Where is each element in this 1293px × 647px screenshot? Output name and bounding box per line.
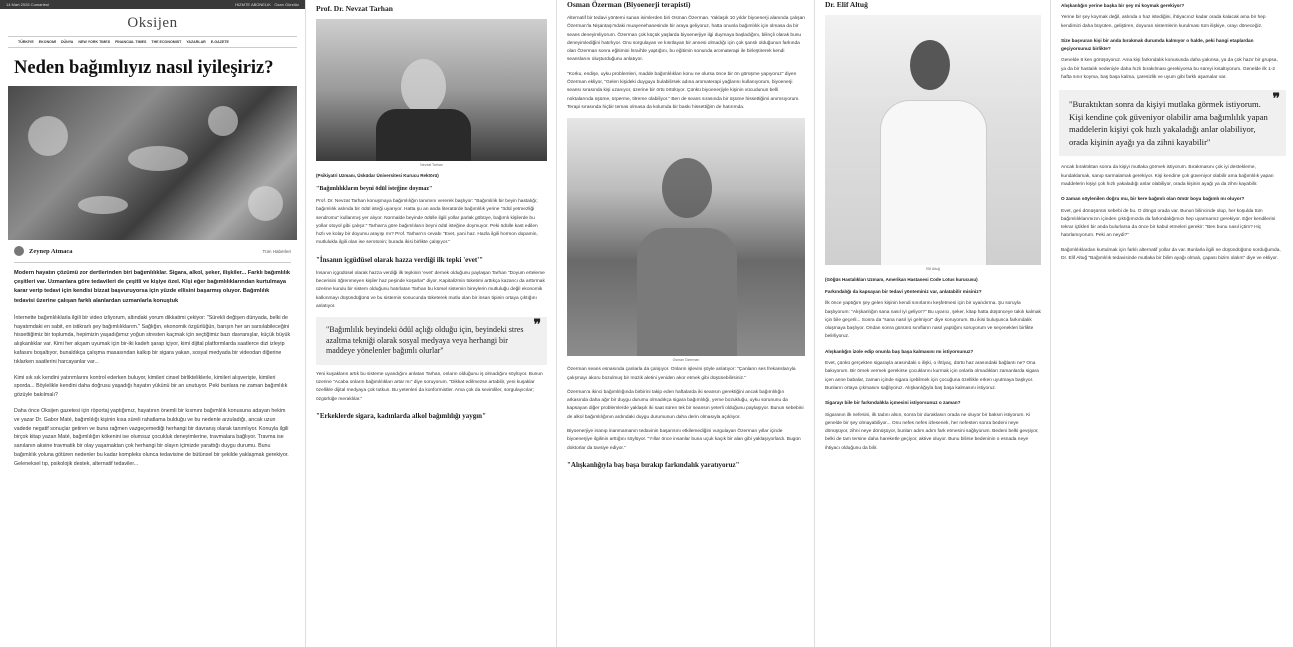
author-line: [14, 246, 291, 256]
interview-answer: Genelde 8 ken görüşüyoruz. Ama kişi farkındalık konusunda daha yakınsa, ya da çok hazır bir grupsa, ya da bir hastalık nedeniyle daha hızlı bırakılması gerekiyorsa bu süreyi kısaltıyorum. Genelde ilk 1-2 hafta sınır koyma, baş başa kalma, çaresizlik ve uyum gibi farklı aşamalar var.: [1061, 58, 1278, 81]
nav-item[interactable]: NEW YORK TIMES: [78, 40, 111, 44]
paragraph: Kimi sık sık kendini yatırımlarını kontrol ederken buluyor, kimileri cinsel birlikteliklerle, kimileri alışverişte, kimileri sporda... Böylelikle kendini daha doğrusu yaşadığı hayatın yükünü bir an unutuyor. Peki bunlara ne zaman bağımlılık gözüyle bakılmalı?: [14, 374, 288, 399]
article-headline: Neden bağımlıyız nasıl iyileşiriz?: [14, 58, 274, 78]
interview-question: Alışkanlığın izole edip onunla baş başa kalmasını mı istiyorsunuz?: [825, 348, 974, 354]
expert-role: (Psikiyatri Uzmanı, Üsküdar Üniversitesi Kurucu Rektörü): [316, 173, 439, 178]
pull-quote-text: "Buraktıktan sonra da kişiyi mutlaka görmek istiyorum. Kişi kendine çok güveniyor olabilir ama bağımlılık yapan maddelerin kişiyi çok hızlı yakaladığı anlar olabiliyor, orada kişinin ayağı ya da zihni kayabilir": [1069, 99, 1268, 147]
article-column-3: [556, 0, 815, 647]
paragraph: "Korku, endişe, uyku problemleri, madde bağımlılıkları konu ne olursa önce bir ön görüşme yapıyoruz" diyen Özerman ekliyor, "Gelen kişideki duyguyu bulabilirsek adına aromaterapi yağlarını kullanıyorum, biyoenerji seansı sırasında kişi uzanıyor, üzerine bir örtü örtülüyor. Çünkü biyoenerjiyle kişinin vücudunun belli noktalarında üşüme, ürperme, titreme olabiliyor." Ben de seans sırasında bir üşüme hissettiğimi anımsıyorum. Terapi sırasında hiçbir temas olmasa da kolumda bir baskı hissettiğim de hatırımda.: [567, 71, 800, 110]
nav-item[interactable]: DÜNYA: [60, 40, 74, 44]
user-menu[interactable]: Ozan Gündüz: [274, 2, 299, 7]
author-avatar: [14, 246, 24, 256]
pull-quote-text: "Bağımlılık beyindeki ödül açlığı olduğu için, beyindeki stres azaltma tekniği olarak sosyal medyaya veya herhangi bir maddeye yönelenler bağımlı olurlar": [326, 325, 524, 356]
interview-answer: Yerine bir şey koymak değil, aslında o haz istediğini, ihtiyacınız kadar orada kalacak ama bir hep kendimizi daha büyüten, geliştiren, doyuran sistemlerin kurulması tüm ilişkiye, orayı döneceğiz.: [1061, 15, 1266, 29]
article-column-2: [305, 0, 557, 647]
photo-caption: Elif Altuğ: [926, 267, 940, 271]
quote-icon: ❞: [533, 318, 541, 334]
nav-item[interactable]: TÜRKİYE: [18, 40, 34, 44]
nav-item[interactable]: THE ECONOMIST: [151, 40, 182, 44]
interview-answer: Ancak bıraktıktan sonra da kişiyi mutlaka görmek istiyorum. Bırakmasını çok iyi destekleme, kundaklamak, sanıp sarmalamak gerekiyor. Kişi kendine çok güveniyor olabilir ama bağımlılık yapan maddelerin kişiyi çok hızlı yakaladığı anlar olabiliyor, orada kişinin ayağı ya da zihni kayabilir.: [1061, 165, 1274, 187]
interview-question: Sigarayı bile bir farkındalıkla içmesini istiyorsunuz o zaman?: [825, 400, 961, 406]
paragraph: Daha önce Oksijen gazetesi için röportaj yaptığımız, hayatının önemli bir kısmını bağımlılık konusuna adayan hekim ve yazar Dr. Gabor Maté, bağımlılığı kişinin kısa süreli rahatlama bulduğu ve bu nedenle arzuladığı, ancak uzun vadede negatif sonuçlar getiren ve buna rağmen vazgeçemediği herhangi bir davranış olarak tanımlıyor. Konuyla ilgili birçok kitap yazan Maté, bağımlılığın kökenini ise olumsuz çocukluk deneyimlerine, travmalara bağlıyor. Travma ise sanılanın aksine travmatik bir olay yaşamaktan çok herhangi bir olayın içimizde yarattığı duygu durumu. Bunu bağımlılık yoluna götüren nedenler bu kadar kompleks olunca tedavisine de bütünsel bir şekilde yaklaşmak gerekiyor. Geleneksel tıp, psikolojik destek, alternatif tedaviler...: [14, 407, 289, 467]
expert-name: Dr. Elif Altuğ: [825, 0, 868, 9]
subheading: "Alışkanlığıyla baş başa bırakıp farkındalık yaratıyoruz": [567, 460, 740, 469]
photo-caption: Osman Özerman: [672, 358, 700, 363]
interview-question: O zaman söylenilen doğru mu, bir kere bağımlı olan ömür boyu bağımlı mı oluyor?: [1061, 196, 1245, 202]
subheading: "Bağımlılıkların beyni ödül isteğine doymaz": [316, 186, 433, 192]
article-column-5: [1050, 0, 1293, 647]
nav-item[interactable]: YAZARLAR: [186, 40, 206, 44]
nav-item[interactable]: E-GAZETE: [210, 40, 229, 44]
interview-question: Farkındalığı da kapsayan bir tedavi yönteminiz var, anlatabilir misiniz?: [825, 289, 982, 294]
article-lead: Modern hayatın çözümü zor dertlerinden biri bağımlılıklar. Sigara, alkol, şeker, ilişkiler... Farklı bağımlılık çeşitleri var. Uzmanlara göre tedavileri de çeşitli ve kişiye özel. Kişi eğer bağımlılıklarından kurtulmaya karar verip tedavi için kendisi bizzat başvuruyorsa için yüzde ellisini başarmış oluyor. Bağımlılık tedavisi üzerine çalışan farklı alanlardan uzmanlarla konuştuk: [14, 270, 291, 304]
interview-answer: Sigaranın ilk nefesini, ilk tadını alsın, sonra bir duraklasın orada ne oluyor bir baksın istiyorum. Ki genelde bir şey olmayabiliyor... Onu nefes nefes izlesenek, her nefesten sonra bedeni neye dönüşüyor, zihni neye dönüşüyor, bunları adım adım fark etmesini sağlıyorum. Bedeni belki gevşiyor, belki de tam tersine daha hareketle geçiyor, aktive oluyor. Bunu bilirse bedeninin o esnada neye ihtiyacı olduğunu da bilir.: [825, 412, 1039, 451]
interview-question: Alışkanlığın yerine başka bir şey mi koymak gerekiyor?: [1061, 3, 1185, 8]
expert-photo-altug: [825, 15, 1041, 265]
article-column-1: [0, 0, 305, 647]
subheading: "İnsanın içgüdüsel olarak hazza verdiği ilk tepki 'evet'": [316, 255, 484, 264]
expert-name: Prof. Dr. Nevzat Tarhan: [316, 4, 393, 13]
nav-item[interactable]: FINANCIAL TIMES: [115, 40, 147, 44]
interview-answer: İlk önce yaptığım şey gelen kişinin kendi sınırlarını keşfetmesi için bir uyandırma. Şu soruyla başlıyorum: "Alışkanlığın sana nasıl iyi geliyor?" Bu uyarıcı, şeker, kitap hatta düşünceye takılı kalmak için bile geçerli... Sonra da "sana nasıl iyi gelmiyor" diye soruyorum. Bu ikisi buluşunca farkındalık oluşmaya başlıyor. Ondan sonra gününü sınıfların nasıl yaptığını soruyorum ve seçenekleri birlikte belirliyoruz.: [825, 301, 1041, 340]
hero-image-addiction-objects: [8, 86, 297, 240]
article-column-4: [814, 0, 1051, 647]
interview-answer: Evet, geri dönüşünün sebebi de bu. O döngü orada var. Bunun bilincinde olup, her koşulda tüm bağımlılıklarımızın içinden çıktığımızda da farkındalığımızı hep uyarmamız gerekiyor. Eğer kendilerini tekrar içtikleri bir anda bulurlarsa da önce bir kabul etmeleri gerekir: "Ben bunu nasıl içtim? Hiç hatırlamıyorum. Peki an neydi?": [1061, 208, 1276, 239]
main-nav: [8, 36, 297, 48]
expert-photo-ozerman: [567, 118, 805, 356]
author-name[interactable]: Zeynep Atmaca: [29, 247, 73, 255]
expert-role: (Göğüs Hastalıkları Uzmanı, Amerikan Hastanesi Code Lotus kurucusu): [825, 277, 978, 282]
paragraph: Özerman'a ikinci bağımlılığında birbirini takip eden haftalarda iki seansın gerektiğini ancak bağımlılığın arkasında daha ağır bir duygu durumu olmadıkça sigara bağımlılığı, yeme bozukluğu, uyku sorununu da kapsayan diğer problemlerde yaklaşık iki saat süren tek bir seansın yeterli olduğunu paylaşıyor. Bunun sebebini de alkol bağımlılığının ardındaki duygu durumunun daha derin olmasıyla açıklıyor.: [567, 389, 804, 420]
pull-quote: [1059, 90, 1286, 156]
article-body: [14, 314, 291, 469]
quote-icon: ❞: [1272, 92, 1280, 108]
paragraph: Özerman seans esnasında çanlarla da çalışıyor. Onların işlevini şöyle anlatıyor: "Çanların ses frekanslarıyla çalışmayı akoru bozulmuş bir müzik aletini yeniden akor etmek gibi düşünebilirsiniz.": [567, 367, 796, 381]
date-text: 14 Mart 2026 Cumartesi: [6, 2, 49, 7]
paragraph: İnsanın içgüdüsel olarak hazza verdiği ilk tepkinin 'evet' demek olduğunu paylaşan Tarhan "Doyum erteleme becerisini öğrenmeyen kişiler haz peşinde koşarlar" diyor. Kapitalizmin tüketimi arttıkça kazancı da arttırmak üzerine kurulu bir sistem olduğunu hatırlatan Tarhan bu kürsel sistemin bireylerin mutluluğu değil ekonomik kalkınmayı düşündüğünü ve bu sistemin sonucunda tüketerek mutlu olan bir insan tipinin ortaya çıktığını anlatıyor.: [316, 270, 545, 309]
interview-answer: Evet, çünkü gerçekten sigarayla arasındaki o ilişki, o ihtiyaç, dürtü haz arasındaki bağlantı ne? Ona bakıyorum. Bir örnek vermek gerekirse çocuklarını kurmak için onlarla olmadıkları zamanlarda sigara içen anne babalar, zaman içinde sigara içebilmek için çocuğuna özellikle erken uyutmaya başlıyor. Bunların ortaya çıkmasını sağlıyoruz. Alışkanlığıyla baş başa kalmasını istiyoruz.: [825, 361, 1039, 391]
top-bar: [0, 0, 305, 9]
paragraph: Alternatif bir tedavi yöntemi sunan isimlerden biri Osman Özerman. Yaklaşık 10 yıldır biyoenerji alanında çalışan Özerman'la Nişantaşı'ndaki muayenehanesinde bir araya geliyoruz, hatta onunla bağımlılık için olmasa da bir seans deneyimliyorum. Özerman çok küçük yaşlarda biyoenerjiye ilgi duymaya başladığını, bilinçli olarak bunu deneyimlediğini hatırlıyor. Onu sorgulayan ve kısıtlayan bir annesi olmadığı için çok şanslı olduğunun farkında olan Özerman sonra eğitimini İsrail'de yaptığını, bu eğitimin sonunda aromaterapi ile birleştirerek kendi seanslarını oluşturduğunu anlatıyor.: [567, 16, 805, 63]
subheading: "Erkeklerde sigara, kadınlarda alkol bağımlılığı yaygın": [316, 411, 486, 420]
subscribe-link[interactable]: HIZMTE ABONELIK: [235, 2, 271, 7]
divider: [14, 262, 291, 263]
pull-quote: [316, 317, 547, 365]
all-news-link[interactable]: Tüm Haberleri: [262, 248, 291, 254]
photo-caption: Nevzat Tarhan: [420, 163, 443, 167]
paragraph: Bağımlılıklardan kurtulmak için farklı alternatif yollar da var. Bunlarla ilgili ne düşündüğünü sorduğumda, Dr. Elif Altuğ "Bağımlılık tedavisinde mutlaka bir bilim ayağı olmalı, çapası bizim olalım" diye ve ekliyor.: [1061, 247, 1281, 262]
expert-photo-tarhan: [316, 19, 547, 161]
paragraph: Yeni kuşakların artık bu sisteme uyandığını anlatan Tarhan, onların olduğunu iş olmadığını söylüyor. Bunun üzerine "Acaba onların bağımlılıkları artar mı" diye soruyorum. "Dikkat edilmezse artabilir, yeni kuşaklar özellikle dijital medyaya çok tutkun. Bu yetenleri da konformistler. Ama çok da sevimliler, sorgulayıcılar; özgürlüğe meraklılar.": [316, 371, 543, 402]
site-logo[interactable]: Oksijen: [127, 15, 178, 31]
paragraph: Prof. Dr. Nevzat Tarhan konuşmaya bağımlılığın tanımını vererek başlıyor: "Bağımlılık bir beyin hastalığı; bağımlılık aslında bir ödül isteği uyarıyor. Hatta şu an anda literatürde bağımlılık yerine "ödül yetmezliği sendromu" kullanmış yer alıyor. Normalde beyinde ödülle ilgili yollar parlak göbüye, bağımlı kişilerde bu yollar otoyol gibi çalışır." Tarhan'a göre bağımlıların beyni ödül isteğine doymuyor. Peki ödülle kast edilen hızlı ve kolay bir doyumu arayışı mı? Prof. Tarhan'ın cevabı "Evet, yani haz. Hazla ilgili hormon dopamin, mutlulukla ilgili olan ise serotonin; burada ikisi birlikte çalışıyor.": [316, 199, 538, 246]
paragraph: İnternette bağımlılıklarla ilgili bir video izliyorum, altındaki yorum dikkatimi çekiyor: "Sürekli değişen dünyada, belki de hayatımdaki en sabit, en istikrarlı şey bağımlılıklarım." Sağlığın, ekonomik özgürlüğün, barışın her an sarsılabileceğini hissettiğimiz bir toplumda, hepimizin yaşadığımız yoğun stresten kaçmak için seçtiğimiz bazı davranışlar, küçük büyük alışkanlıklar var. Kimi her akşam uyumak için bir-iki kadeh şarap içiyor, kimi dijital platformlarda saatlerce dizi izleyip kafasını boşaltıyor, bunaldıkça çalışma masasından kalkıp bir sigara yakan, sosyal medyada bir videodan diğerine tıklarken saatlerini harcayanlar var...: [14, 314, 291, 365]
paragraph: Biyoenerjiye inanıp inanmamanın tedavinin başarısını etkilemediğini vurgulayan Özerman yıllar içinde biyoenerjiye ilgilinin arttığını söylüyor. "Yıllar önce insanlar buna uçuk kaçık bir alan gibi yaklaşıyorlardı. Bugün doktorlar da tavsiye ediyor.": [567, 429, 801, 451]
interview-question: Size başvuran kişi bir anda bırakmak durumda kalmıyor o halde, peki hangi etaplardan geçiyorsunuz birlikte?: [1061, 37, 1254, 52]
nav-item[interactable]: EKONOMİ: [38, 40, 56, 44]
expert-name: Osman Özerman (Biyoenerji terapisti): [567, 0, 691, 9]
